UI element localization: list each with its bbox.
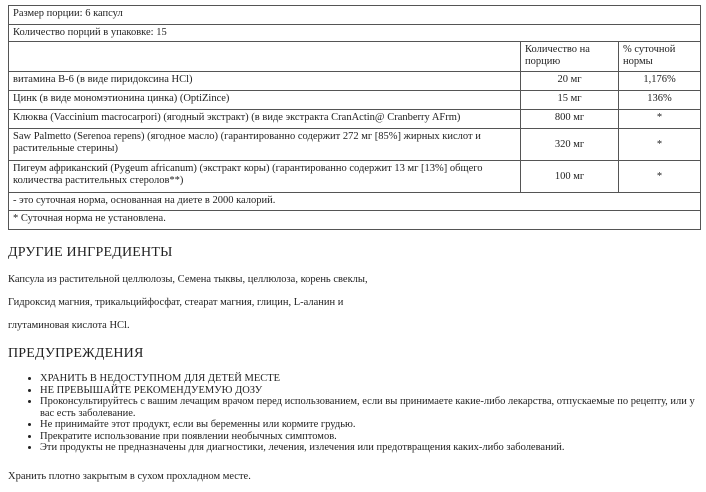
list-item: • Проконсультируйтесь с вашим лечащим врачом перед использованием, если вы принимаете какие-либо лекарства, отпускаемые по рецепту, или у вас есть заболевание. bbox=[40, 396, 700, 419]
serving-size-row bbox=[9, 6, 701, 25]
list-item: • ХРАНИТЬ В НЕДОСТУПНОМ ДЛЯ ДЕТЕЙ МЕСТЕ bbox=[40, 373, 700, 385]
table-row bbox=[9, 72, 701, 91]
warnings-heading: ПРЕДУПРЕЖДЕНИЯ bbox=[8, 346, 144, 361]
footnote-row bbox=[9, 211, 701, 230]
ingredient-amount: 800 мг bbox=[521, 110, 619, 129]
serving-size: Размер порции: 6 капсул bbox=[9, 6, 701, 25]
table-row bbox=[9, 129, 701, 161]
table-row bbox=[9, 161, 701, 193]
ingredient-name: Клюква (Vaccinium macrocarpori) (ягодный экстракт) (в виде экстракта CranActin@ Cranberry AFrm) bbox=[9, 110, 521, 129]
header-daily-value: % суточной нормы bbox=[619, 42, 701, 72]
ingredient-name: Saw Palmetto (Serenoa repens) (ягодное масло) (гарантированно содержит 272 мг [85%] жирных кислот и растительные стерины) bbox=[9, 129, 521, 161]
ingredient-amount: 100 мг bbox=[521, 161, 619, 193]
ingredient-name: Цинк (в виде мономэтионина цинка) (OptiZince) bbox=[9, 91, 521, 110]
footnote-row bbox=[9, 193, 701, 211]
header-empty-cell bbox=[9, 42, 521, 72]
servings-per-container: Количество порций в упаковке: 15 bbox=[9, 25, 701, 42]
other-ingredients-line: глутаминовая кислота HCl. bbox=[8, 320, 130, 331]
ingredient-dv: * bbox=[619, 129, 701, 161]
ingredient-amount: 20 мг bbox=[521, 72, 619, 91]
list-item: • Эти продукты не предназначены для диагностики, лечения, излечения или предотвращения каких-либо заболеваний. bbox=[40, 442, 700, 454]
list-item: • НЕ ПРЕВЫШАЙТЕ РЕКОМЕНДУЕМУЮ ДОЗУ bbox=[40, 385, 700, 397]
ingredient-dv: 136% bbox=[619, 91, 701, 110]
ingredient-amount: 15 мг bbox=[521, 91, 619, 110]
ingredient-dv: * bbox=[619, 161, 701, 193]
not-established-footnote: * Суточная норма не установлена. bbox=[9, 211, 701, 230]
ingredient-amount: 320 мг bbox=[521, 129, 619, 161]
other-ingredients-line: Капсула из растительной целлюлозы, Семена тыквы, целлюлоза, корень свеклы, bbox=[8, 274, 368, 285]
table-row bbox=[9, 91, 701, 110]
other-ingredients-line: Гидроксид магния, трикальцийфосфат, стеарат магния, глицин, L-аланин и bbox=[8, 297, 344, 308]
list-item: • Не принимайте этот продукт, если вы беременны или кормите грудью. bbox=[40, 419, 700, 431]
ingredient-dv: 1,176% bbox=[619, 72, 701, 91]
warnings-list bbox=[24, 373, 700, 454]
daily-value-footnote: - это суточная норма, основанная на диете в 2000 калорий. bbox=[9, 193, 701, 211]
ingredient-dv: * bbox=[619, 110, 701, 129]
list-item: • Прекратите использование при появлении необычных симптомов. bbox=[40, 431, 700, 443]
supplement-facts-table bbox=[8, 5, 701, 230]
table-header-row bbox=[9, 42, 701, 72]
storage-instructions: Хранить плотно закрытым в сухом прохладном месте. bbox=[8, 471, 251, 482]
servings-per-container-row bbox=[9, 25, 701, 42]
header-amount: Количество на порцию bbox=[521, 42, 619, 72]
table-row bbox=[9, 110, 701, 129]
ingredient-name: витамина B-6 (в виде пиридоксина HCl) bbox=[9, 72, 521, 91]
other-ingredients-heading: ДРУГИЕ ИНГРЕДИЕНТЫ bbox=[8, 245, 173, 260]
ingredient-name: Пигеум африканский (Pygeum africanum) (экстракт коры) (гарантированно содержит 13 мг [13%] общего количества растительных стеролов**) bbox=[9, 161, 521, 193]
